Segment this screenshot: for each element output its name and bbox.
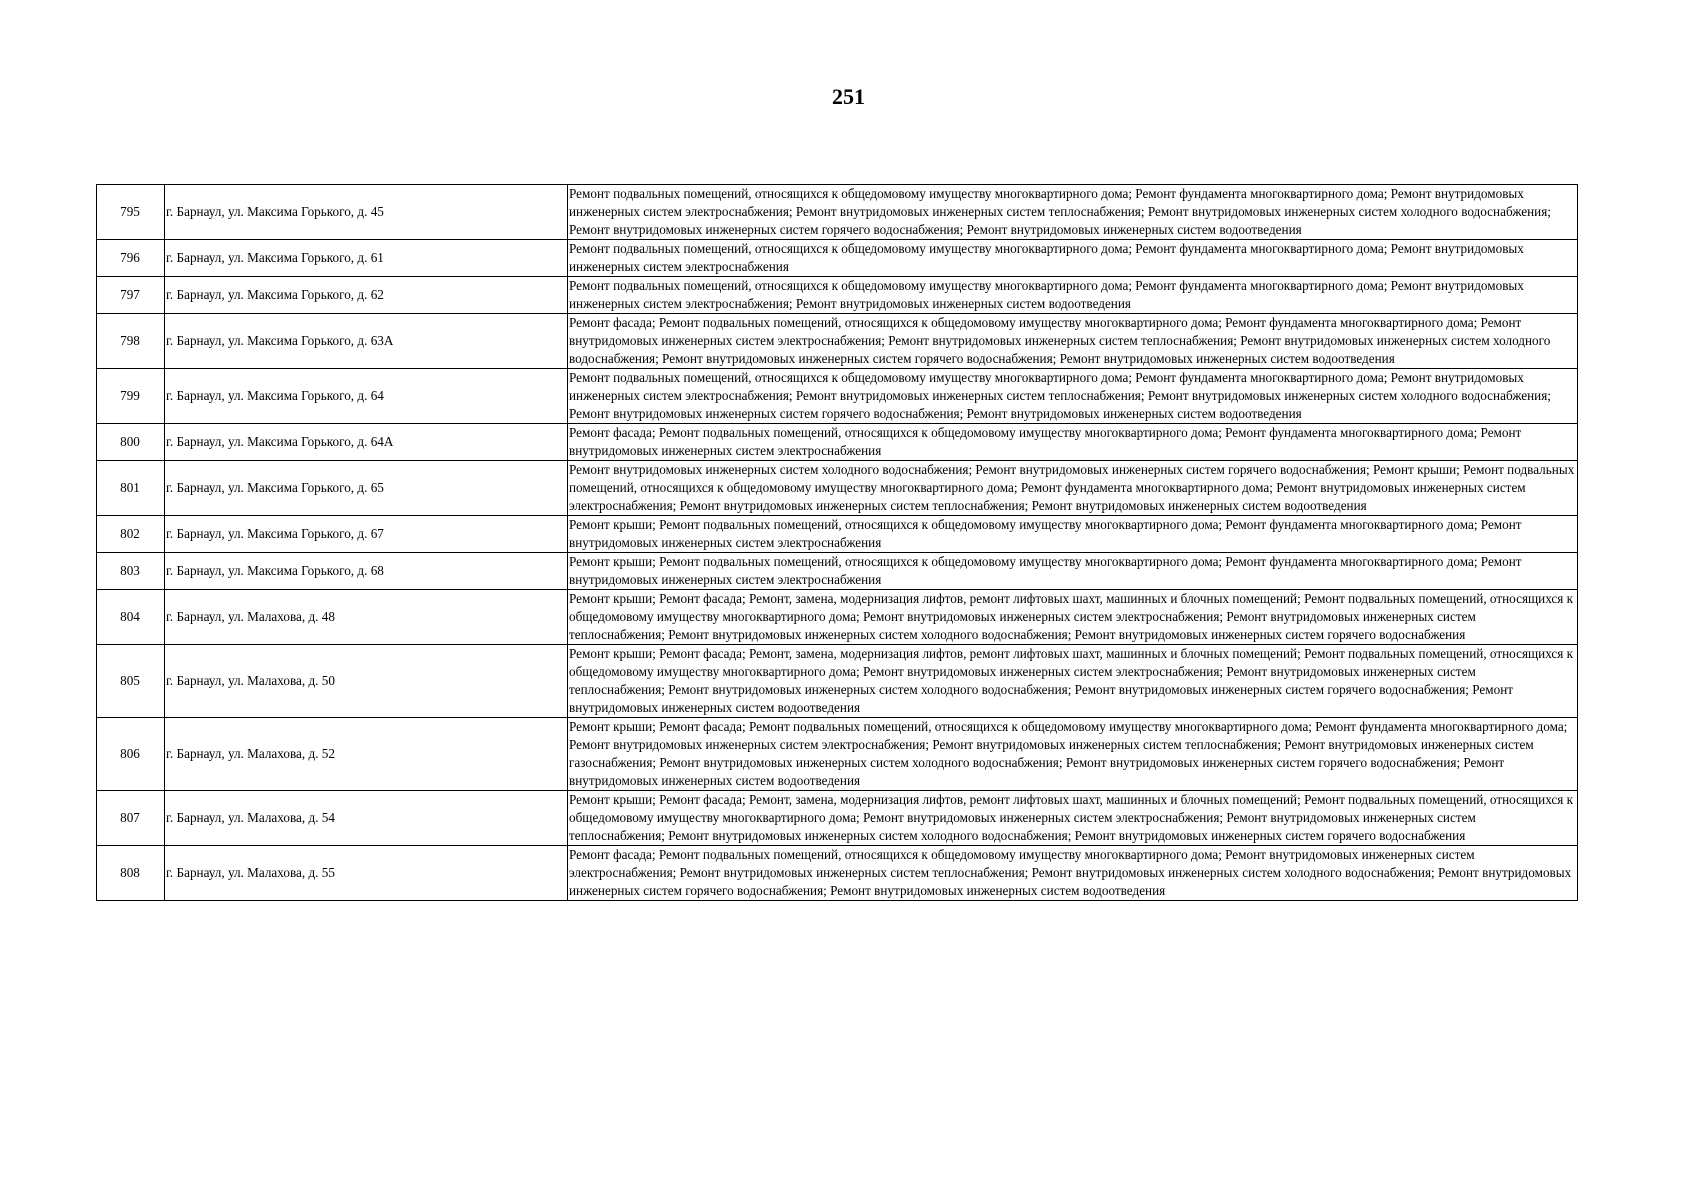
table-row (97, 846, 1578, 901)
table-row (97, 645, 1578, 718)
row-number-cell: 806 (97, 718, 165, 791)
address-cell: г. Барнаул, ул. Малахова, д. 54 (165, 791, 568, 846)
table-row (97, 424, 1578, 461)
table-row (97, 277, 1578, 314)
address-cell: г. Барнаул, ул. Малахова, д. 48 (165, 590, 568, 645)
address-cell: г. Барнаул, ул. Максима Горького, д. 64А (165, 424, 568, 461)
table-row (97, 553, 1578, 590)
page-number: 251 (832, 84, 865, 109)
row-number-cell: 800 (97, 424, 165, 461)
registry-table-body (97, 185, 1578, 901)
address-cell: г. Барнаул, ул. Малахова, д. 52 (165, 718, 568, 791)
works-cell: Ремонт фасада; Ремонт подвальных помещений, относящихся к общедомовому имуществу многоквартирного дома; Ремонт внутридомовых инженерных систем электроснабжения; Ремонт внутридомовых инженерных систем теплоснабжения; Ремонт внутридомовых инженерных систем холодного водоснабжения; Ремонт внутридомовых инженерных систем горячего водоснабжения; Ремонт внутридомовых инженерных систем водоотведения (568, 846, 1578, 901)
table-row (97, 185, 1578, 240)
address-cell: г. Барнаул, ул. Максима Горького, д. 67 (165, 516, 568, 553)
address-cell: г. Барнаул, ул. Максима Горького, д. 61 (165, 240, 568, 277)
works-cell: Ремонт крыши; Ремонт подвальных помещений, относящихся к общедомовому имуществу многоквартирного дома; Ремонт фундамента многоквартирного дома; Ремонт внутридомовых инженерных систем электроснабжения (568, 553, 1578, 590)
address-cell: г. Барнаул, ул. Малахова, д. 55 (165, 846, 568, 901)
table-row (97, 516, 1578, 553)
row-number-cell: 796 (97, 240, 165, 277)
address-cell: г. Барнаул, ул. Максима Горького, д. 68 (165, 553, 568, 590)
row-number-cell: 798 (97, 314, 165, 369)
row-number-cell: 803 (97, 553, 165, 590)
row-number-cell: 801 (97, 461, 165, 516)
row-number-cell: 802 (97, 516, 165, 553)
row-number-cell: 807 (97, 791, 165, 846)
works-cell: Ремонт фасада; Ремонт подвальных помещений, относящихся к общедомовому имуществу многоквартирного дома; Ремонт фундамента многоквартирного дома; Ремонт внутридомовых инженерных систем электроснабжения; Ремонт внутридомовых инженерных систем теплоснабжения; Ремонт внутридомовых инженерных систем холодного водоснабжения; Ремонт внутридомовых инженерных систем горячего водоснабжения; Ремонт внутридомовых инженерных систем водоотведения (568, 314, 1578, 369)
row-number-cell: 799 (97, 369, 165, 424)
address-cell: г. Барнаул, ул. Максима Горького, д. 65 (165, 461, 568, 516)
table-row (97, 314, 1578, 369)
works-cell: Ремонт крыши; Ремонт фасада; Ремонт, замена, модернизация лифтов, ремонт лифтовых шахт, машинных и блочных помещений; Ремонт подвальных помещений, относящихся к общедомовому имуществу многоквартирного дома; Ремонт внутридомовых инженерных систем электроснабжения; Ремонт внутридомовых инженерных систем теплоснабжения; Ремонт внутридомовых инженерных систем холодного водоснабжения; Ремонт внутридомовых инженерных систем горячего водоснабжения (568, 590, 1578, 645)
row-number-cell: 797 (97, 277, 165, 314)
works-cell: Ремонт крыши; Ремонт фасада; Ремонт подвальных помещений, относящихся к общедомовому имуществу многоквартирного дома; Ремонт фундамента многоквартирного дома; Ремонт внутридомовых инженерных систем электроснабжения; Ремонт внутридомовых инженерных систем теплоснабжения; Ремонт внутридомовых инженерных систем газоснабжения; Ремонт внутридомовых инженерных систем холодного водоснабжения; Ремонт внутридомовых инженерных систем горячего водоснабжения; Ремонт внутридомовых инженерных систем водоотведения (568, 718, 1578, 791)
works-cell: Ремонт крыши; Ремонт фасада; Ремонт, замена, модернизация лифтов, ремонт лифтовых шахт, машинных и блочных помещений; Ремонт подвальных помещений, относящихся к общедомовому имуществу многоквартирного дома; Ремонт внутридомовых инженерных систем электроснабжения; Ремонт внутридомовых инженерных систем теплоснабжения; Ремонт внутридомовых инженерных систем холодного водоснабжения; Ремонт внутридомовых инженерных систем горячего водоснабжения; Ремонт внутридомовых инженерных систем водоотведения (568, 645, 1578, 718)
table-row (97, 791, 1578, 846)
works-cell: Ремонт подвальных помещений, относящихся к общедомовому имуществу многоквартирного дома; Ремонт фундамента многоквартирного дома; Ремонт внутридомовых инженерных систем электроснабжения; Ремонт внутридомовых инженерных систем водоотведения (568, 277, 1578, 314)
table-row (97, 240, 1578, 277)
works-cell: Ремонт крыши; Ремонт подвальных помещений, относящихся к общедомовому имуществу многоквартирного дома; Ремонт фундамента многоквартирного дома; Ремонт внутридомовых инженерных систем электроснабжения (568, 516, 1578, 553)
row-number-cell: 805 (97, 645, 165, 718)
row-number-cell: 804 (97, 590, 165, 645)
works-cell: Ремонт подвальных помещений, относящихся к общедомовому имуществу многоквартирного дома; Ремонт фундамента многоквартирного дома; Ремонт внутридомовых инженерных систем электроснабжения; Ремонт внутридомовых инженерных систем теплоснабжения; Ремонт внутридомовых инженерных систем холодного водоснабжения; Ремонт внутридомовых инженерных систем горячего водоснабжения; Ремонт внутридомовых инженерных систем водоотведения (568, 369, 1578, 424)
address-cell: г. Барнаул, ул. Максима Горького, д. 64 (165, 369, 568, 424)
address-cell: г. Барнаул, ул. Малахова, д. 50 (165, 645, 568, 718)
table-row (97, 369, 1578, 424)
repair-registry-table (96, 184, 1578, 901)
works-cell: Ремонт фасада; Ремонт подвальных помещений, относящихся к общедомовому имуществу многоквартирного дома; Ремонт фундамента многоквартирного дома; Ремонт внутридомовых инженерных систем электроснабжения (568, 424, 1578, 461)
row-number-cell: 808 (97, 846, 165, 901)
table-row (97, 590, 1578, 645)
works-cell: Ремонт крыши; Ремонт фасада; Ремонт, замена, модернизация лифтов, ремонт лифтовых шахт, машинных и блочных помещений; Ремонт подвальных помещений, относящихся к общедомовому имуществу многоквартирного дома; Ремонт внутридомовых инженерных систем электроснабжения; Ремонт внутридомовых инженерных систем теплоснабжения; Ремонт внутридомовых инженерных систем холодного водоснабжения; Ремонт внутридомовых инженерных систем горячего водоснабжения (568, 791, 1578, 846)
address-cell: г. Барнаул, ул. Максима Горького, д. 63А (165, 314, 568, 369)
table-row (97, 461, 1578, 516)
works-cell: Ремонт подвальных помещений, относящихся к общедомовому имуществу многоквартирного дома; Ремонт фундамента многоквартирного дома; Ремонт внутридомовых инженерных систем электроснабжения; Ремонт внутридомовых инженерных систем теплоснабжения; Ремонт внутридомовых инженерных систем холодного водоснабжения; Ремонт внутридомовых инженерных систем горячего водоснабжения; Ремонт внутридомовых инженерных систем водоотведения (568, 185, 1578, 240)
address-cell: г. Барнаул, ул. Максима Горького, д. 45 (165, 185, 568, 240)
works-cell: Ремонт внутридомовых инженерных систем холодного водоснабжения; Ремонт внутридомовых инженерных систем горячего водоснабжения; Ремонт крыши; Ремонт подвальных помещений, относящихся к общедомовому имуществу многоквартирного дома; Ремонт фундамента многоквартирного дома; Ремонт внутридомовых инженерных систем электроснабжения; Ремонт внутридомовых инженерных систем теплоснабжения; Ремонт внутридомовых инженерных систем водоотведения (568, 461, 1578, 516)
address-cell: г. Барнаул, ул. Максима Горького, д. 62 (165, 277, 568, 314)
row-number-cell: 795 (97, 185, 165, 240)
table-row (97, 718, 1578, 791)
works-cell: Ремонт подвальных помещений, относящихся к общедомовому имуществу многоквартирного дома; Ремонт фундамента многоквартирного дома; Ремонт внутридомовых инженерных систем электроснабжения (568, 240, 1578, 277)
